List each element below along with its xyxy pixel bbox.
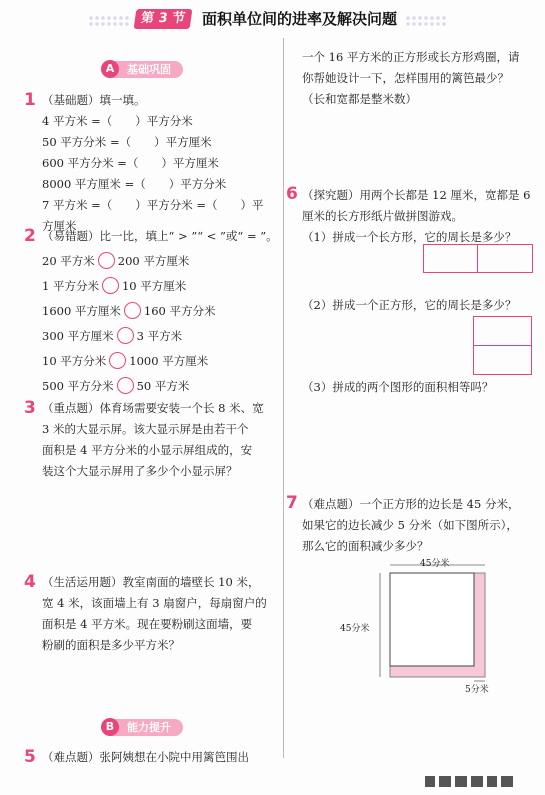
figure-left-label: 45分米 [340, 624, 370, 634]
figure-top-label: 45分米 [420, 559, 450, 569]
compare-right: 200 平方厘米 [117, 254, 190, 268]
compare-row [42, 327, 182, 344]
compare-left: 1600 平方厘米 [42, 304, 121, 318]
q3-line: 面积是 4 平方分米的小显示屏组成的，安 [42, 443, 253, 457]
compare-right: 50 平方米 [136, 379, 190, 393]
part-a-pill [103, 61, 183, 78]
compare-left: 10 平方分米 [42, 354, 107, 368]
part-b-letter: B [101, 718, 119, 736]
q1-intro: （基础题）填一填。 [42, 93, 146, 107]
q4-line: 粉刷的面积是多少平方米？ [42, 638, 180, 652]
q6-line: 厘米的长方形纸片做拼图游戏。 [302, 209, 463, 223]
q1-line: 600 平方分米 =（ ）平方厘米 [42, 156, 219, 170]
part-a-letter: A [101, 60, 119, 78]
q7-line: 如果它的边长减少 5 分米（如下图所示）， [302, 518, 518, 532]
compare-row [42, 252, 189, 269]
q3-number: 3 [24, 398, 36, 418]
q6-text [302, 185, 537, 248]
figure-bottom-label: 5分米 [465, 685, 489, 695]
compare-blank-circle[interactable] [109, 352, 126, 369]
q7-number: 7 [286, 493, 298, 513]
q5-line: （难点题）张阿姨想在小院中用篱笆围出 [42, 750, 249, 764]
q5-line: （长和宽都是整米数） [302, 92, 417, 106]
compare-right: 1000 平方厘米 [129, 354, 209, 368]
part-b-label: 能力提升 [127, 721, 171, 734]
compare-blank-circle[interactable] [98, 252, 115, 269]
q1-line: 8000 平方厘米 =（ ）平方分米 [42, 177, 227, 191]
q1-line: 4 平方米 =（ ）平方分米 [42, 114, 193, 128]
q6-number: 6 [286, 184, 298, 204]
compare-blank-circle[interactable] [102, 277, 119, 294]
q4-number: 4 [24, 572, 36, 592]
q5-number: 5 [24, 747, 36, 767]
q2-number: 2 [24, 226, 36, 246]
q4-line: 面积是 4 平方米。现在要粉刷这面墙，要 [42, 617, 253, 631]
compare-blank-circle[interactable] [117, 377, 134, 394]
q7-text [302, 494, 542, 557]
compare-row [42, 302, 216, 319]
compare-right: 160 平方分米 [143, 304, 216, 318]
q7-line: （难点题）一个正方形的边长是 45 分米， [302, 497, 520, 511]
q1-line: 方厘米 [42, 219, 77, 233]
q7-line: 那么它的面积减少多少？ [302, 539, 429, 553]
q4-line: 宽 4 米，该面墙上有 3 扇窗户，每扇窗户的 [42, 596, 267, 610]
header-dots-left [88, 15, 130, 27]
compare-right: 10 平方厘米 [121, 279, 187, 293]
q4-line: （生活运用题）教室南面的墙壁长 10 米， [42, 575, 260, 589]
q5-line: 一个 16 平方米的正方形或长方形鸡圈，请 [302, 50, 520, 64]
q5-line: 你帮她设计一下，怎样围用的篱笆最少？ [302, 71, 509, 85]
compare-row [42, 277, 186, 294]
section-badge: 第 3 节 [134, 9, 193, 29]
q1-number: 1 [24, 90, 36, 110]
compare-right: 3 平方米 [136, 329, 183, 343]
inner-square [390, 573, 474, 666]
section-title: 面积单位间的进率及解决问题 [202, 10, 398, 28]
compare-left: 300 平方厘米 [42, 329, 114, 343]
part-a-label: 基础巩固 [127, 63, 171, 76]
q3-line: 3 米的大显示屏。该大显示屏是由若干个 [42, 422, 249, 436]
square-figure [473, 316, 532, 375]
column-divider [283, 38, 284, 758]
q2-intro: （易错题）比一比，填上“ > ”“ < ”或“ = ”。 [42, 229, 278, 243]
q6-sub2: （2）拼成一个正方形，它的周长是多少？ [302, 298, 517, 312]
q3-line: 装这个大显示屏用了多少个小显示屏？ [42, 464, 238, 478]
part-b-pill [103, 719, 183, 736]
compare-row [42, 377, 189, 394]
square-divider [474, 345, 531, 346]
footer-decoration [425, 773, 525, 789]
q4-text [42, 572, 277, 656]
compare-left: 20 平方米 [42, 254, 95, 268]
compare-left: 500 平方分米 [42, 379, 114, 393]
rectangle-divider [477, 245, 478, 272]
compare-row [42, 352, 208, 369]
q6-sub3: （3）拼成的两个图形的面积相等吗？ [302, 380, 494, 394]
q3-text [42, 398, 277, 482]
q1-line: 50 平方分米 =（ ）平方厘米 [42, 135, 212, 149]
header-dots-right [405, 15, 447, 27]
q5-continued [302, 47, 537, 110]
q6-sub1: （1）拼成一个长方形，它的周长是多少？ [302, 230, 517, 244]
q1-line: 7 平方米 =（ ）平方分米 =（ ）平 [42, 198, 264, 212]
compare-blank-circle[interactable] [124, 302, 141, 319]
q6-line: （探究题）用两个长都是 12 厘米，宽都是 6 [302, 188, 531, 202]
compare-blank-circle[interactable] [117, 327, 134, 344]
rectangle-figure [423, 244, 533, 273]
compare-left: 1 平方分米 [42, 279, 99, 293]
q3-line: （重点题）体育场需要安装一个长 8 米、宽 [42, 401, 264, 415]
